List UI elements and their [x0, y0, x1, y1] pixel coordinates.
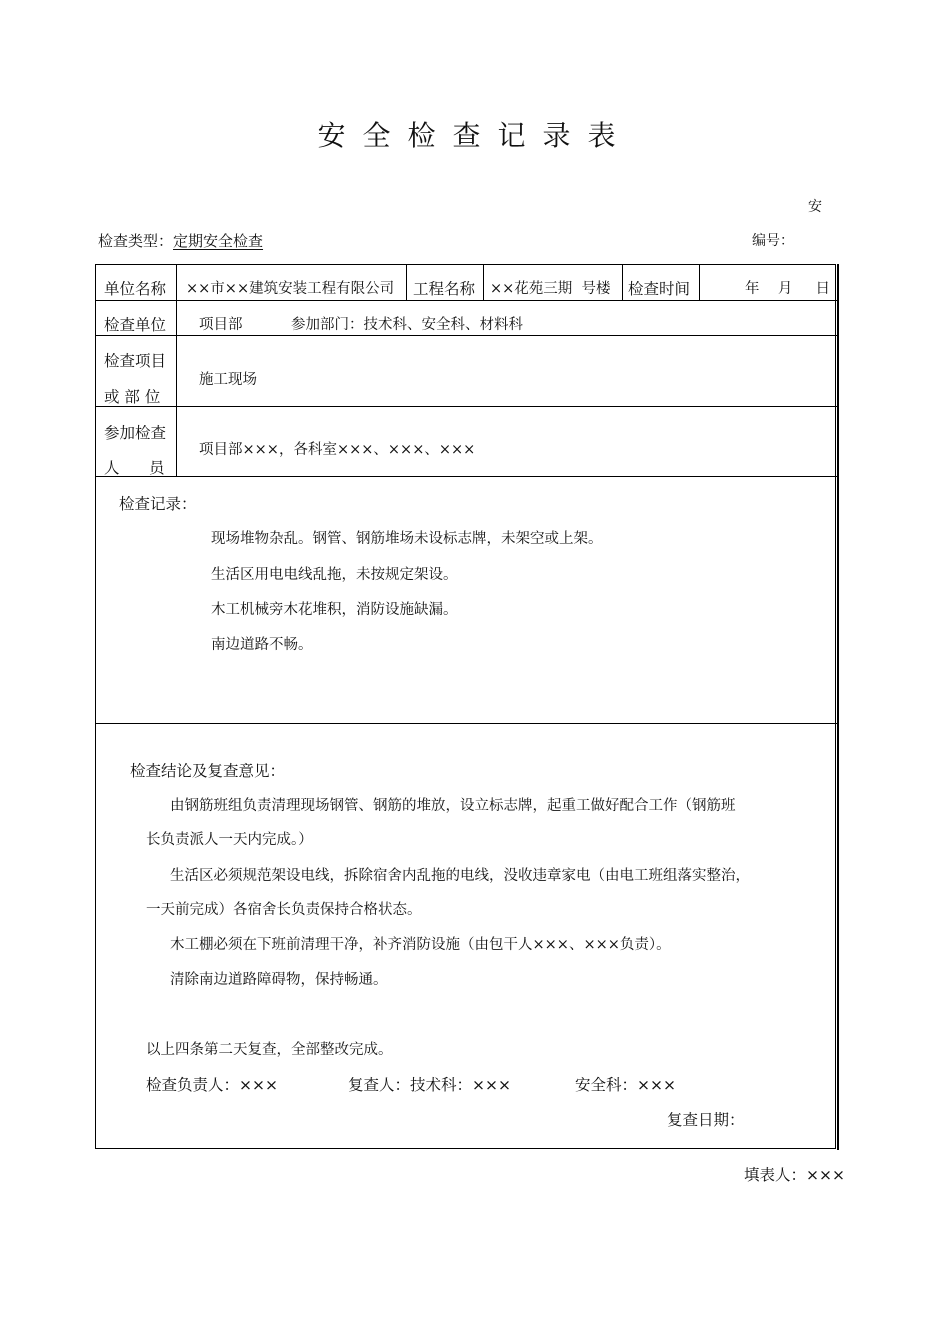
row-divider — [95, 406, 837, 407]
participants-label-line2: 人 员 — [104, 459, 165, 477]
conclusion-paragraph: 木工棚必须在下班前清理干净，补齐消防设施（由包干人×××、×××负责）。 — [170, 937, 671, 953]
recheck-note: 以上四条第二天复查，全部整改完成。 — [146, 1042, 393, 1058]
column-divider — [176, 264, 177, 476]
column-divider — [483, 264, 484, 300]
check-type — [98, 230, 289, 251]
filler-signature: 填表人：××× — [744, 1166, 845, 1184]
row-divider — [95, 335, 837, 336]
column-divider — [699, 264, 700, 300]
column-divider — [406, 264, 407, 300]
conclusion-paragraph: 长负责派人一天内完成。） — [146, 832, 313, 848]
project-name-value: ××花苑三期 号楼 — [490, 281, 611, 297]
unit-name-value: ××市××建筑安装工程有限公司 — [186, 281, 395, 297]
inspecting-unit-value: 项目部 — [199, 317, 243, 333]
row-divider — [95, 723, 837, 724]
participants-label-line1: 参加检查 — [104, 424, 167, 442]
check-item-label-line1: 检查项目 — [104, 352, 167, 370]
conclusion-paragraph: 由钢筋班组负责清理现场钢管、钢筋的堆放，设立标志牌，起重工做好配合工作（钢筋班 — [170, 798, 736, 814]
column-divider — [622, 264, 623, 300]
check-type-label: 检查类型： — [98, 232, 174, 250]
project-name-label: 工程名称 — [413, 280, 476, 298]
conclusion-paragraph: 生活区必须规范架设电线，拆除宿舍内乱拖的电线，没收违章家电（由电工班组落实整治， — [170, 868, 750, 884]
reviewer-signature: 复查人：技术科：××× — [348, 1076, 511, 1094]
corner-mark: 安 — [808, 199, 822, 215]
safety-signature: 安全科：××× — [575, 1076, 676, 1094]
participants-value: 项目部×××，各科室×××、×××、××× — [199, 442, 476, 458]
record-item: 木工机械旁木花堆积，消防设施缺漏。 — [211, 602, 458, 618]
check-item-value: 施工现场 — [199, 372, 257, 388]
row-divider — [95, 300, 837, 301]
row-divider — [95, 476, 837, 477]
conclusion-paragraph: 一天前完成）各宿舍长负责保持合格状态。 — [146, 902, 422, 918]
check-time-value: 年 月 日 — [745, 281, 830, 297]
records-heading: 检查记录： — [119, 495, 197, 513]
record-table — [95, 264, 836, 1149]
recheck-date-label: 复查日期： — [667, 1111, 745, 1129]
conclusion-heading: 检查结论及复查意见： — [130, 762, 286, 780]
check-time-label: 检查时间 — [628, 280, 691, 298]
record-item: 现场堆物杂乱。钢管、钢筋堆场未设标志牌，未架空或上架。 — [211, 531, 603, 547]
check-type-value: 定期安全检查 — [173, 232, 264, 250]
serial-no-label: 编号： — [752, 233, 794, 249]
conclusion-paragraph: 清除南边道路障碍物，保持畅通。 — [170, 972, 388, 988]
record-item: 生活区用电电线乱拖，未按规定架设。 — [211, 567, 458, 583]
table-right-border — [837, 264, 839, 1150]
record-item: 南边道路不畅。 — [211, 637, 313, 653]
participating-departments: 参加部门：技术科、安全科、材料科 — [291, 317, 523, 333]
page-title: 安全检查记录表 — [317, 119, 633, 152]
check-item-label-line2: 或 部 位 — [104, 388, 161, 406]
unit-name-label: 单位名称 — [104, 280, 167, 298]
inspector-signature: 检查负责人：××× — [146, 1076, 278, 1094]
inspecting-unit-label: 检查单位 — [104, 316, 167, 334]
